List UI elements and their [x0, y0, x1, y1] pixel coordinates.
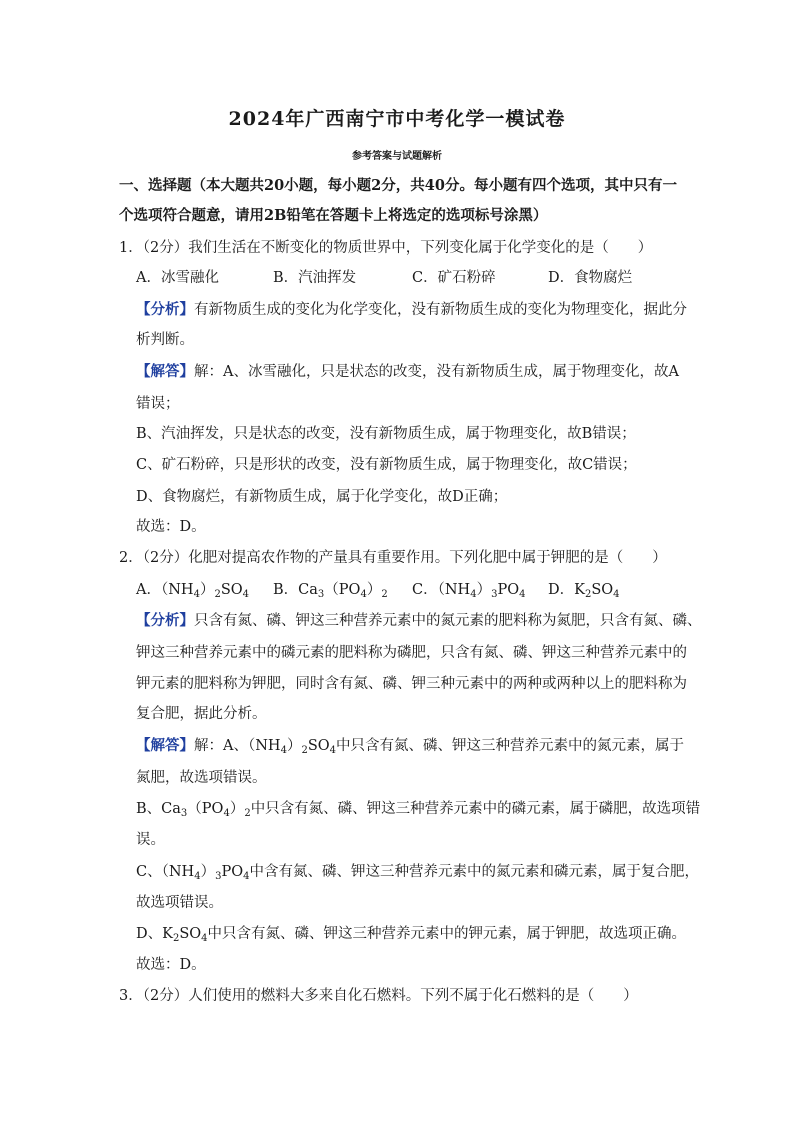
- question-2-answer-line-3: B、$Ca_3(PO_4)_2$中只含有氮、磷、钾这三种营养元素中的磷元素，属于磷肥，故选项错: [136, 801, 701, 819]
- question-2-choice: 故选：D。: [136, 957, 206, 973]
- page-subtitle: 参考答案与试题解析: [352, 151, 442, 162]
- question-1-option-d: D．食物腐烂: [548, 270, 633, 286]
- question-2-analysis-line-4: 复合肥，据此分析。: [136, 706, 267, 722]
- page-title: 2024年广西南宁市中考化学一模试卷: [228, 108, 566, 130]
- section-heading-line-1: 一、选择题（本大题共20小题，每小题2分，共40分。每小题有四个选项，其中只有一: [119, 177, 677, 194]
- question-1-answer-line-4: C、矿石粉碎，只是形状的改变，没有新物质生成，属于物理变化，故C错误；: [136, 457, 637, 473]
- answer-text: 中只含有氮、磷、钾这三种营养元素中的氮元素，属于: [336, 738, 685, 754]
- question-2-option-a: A．$(NH_4)_2SO_4$: [136, 582, 250, 600]
- question-1-answer-line-2: 错误；: [136, 396, 180, 412]
- question-1-answer: [136, 362, 679, 382]
- answer-text: 解：A、冰雪融化，只是状态的改变，没有新物质生成，属于物理变化，故A: [194, 364, 679, 380]
- question-1-option-c: C．矿石粉碎: [412, 270, 496, 286]
- section-heading-line-2: 个选项符合题意，请用2B铅笔在答题卡上将选定的选项标号涂黑）: [119, 207, 548, 224]
- question-2-option-c: C．$(NH_4)_3PO_4$: [412, 582, 526, 600]
- question-1-analysis-cont: 析判断。: [136, 332, 194, 348]
- question-2-option-b: B．$Ca_3(PO_4)_2$: [273, 582, 388, 600]
- question-2-answer-line-5: C、$(NH_4)_3PO_4$中含有氮、磷、钾这三种营养元素中的氮元素和磷元素，属于复合肥，: [136, 864, 699, 882]
- question-2-analysis: [136, 611, 702, 631]
- analysis-text: 有新物质生成的变化为化学变化，没有新物质生成的变化为物理变化，据此分: [194, 302, 687, 318]
- question-2-answer-line-6: 故选项错误。: [136, 895, 223, 911]
- analysis-tag: 【分析】: [136, 301, 194, 318]
- question-1-stem: 1．（2分）我们生活在不断变化的物质世界中，下列变化属于化学变化的是（ ）: [119, 240, 653, 256]
- question-2-answer-line-4: 误。: [136, 832, 165, 848]
- question-2-analysis-line-3: 钾元素的肥料称为钾肥，同时含有氮、磷、钾三种元素中的两种或两种以上的肥料称为: [136, 676, 687, 692]
- question-1-analysis: [136, 300, 687, 320]
- question-2-answer-line-7: D、$K_2SO_4$中只含有氮、磷、钾这三种营养元素中的钾元素，属于钾肥，故选项正确。: [136, 926, 687, 944]
- question-1-choice: 故选：D。: [136, 519, 206, 535]
- analysis-tag: 【分析】: [136, 612, 194, 629]
- question-1-option-b: B．汽油挥发: [273, 270, 357, 286]
- answer-tag: 【解答】: [136, 363, 194, 380]
- question-2-analysis-line-2: 钾这三种营养元素中的磷元素的肥料称为磷肥，只含有氮、磷、钾这三种营养元素中的: [136, 645, 687, 661]
- question-2-answer: 【解答】解：A、$(NH_4)_2SO_4$中只含有氮、磷、钾这三种营养元素中的氮元素，属于: [136, 737, 685, 756]
- question-2-answer-line-2: 氮肥，故选项错误。: [136, 770, 267, 786]
- answer-tag: 【解答】: [136, 737, 194, 754]
- question-1-answer-line-5: D、食物腐烂，有新物质生成，属于化学变化，故D正确；: [136, 489, 508, 505]
- question-2-stem: 2．（2分）化肥对提高农作物的产量具有重要作用。下列化肥中属于钾肥的是（ ）: [119, 550, 667, 566]
- question-2-option-d: D．$K_2SO_4$: [548, 582, 620, 600]
- question-1-answer-line-3: B、汽油挥发，只是状态的改变，没有新物质生成，属于物理变化，故B错误；: [136, 426, 636, 442]
- question-1-option-a: A．冰雪融化: [136, 270, 219, 286]
- question-3-stem: 3．（2分）人们使用的燃料大多来自化石燃料。下列不属于化石燃料的是（ ）: [119, 988, 638, 1004]
- analysis-text: 只含有氮、磷、钾这三种营养元素中的氮元素的肥料称为氮肥，只含有氮、磷、: [194, 613, 702, 629]
